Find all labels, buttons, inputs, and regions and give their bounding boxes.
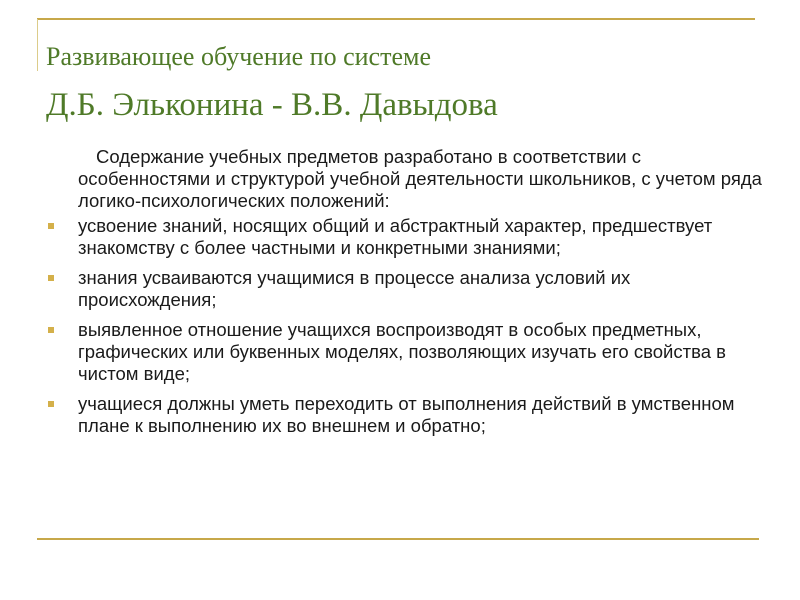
bullet-item — [48, 319, 768, 385]
bullet-item — [48, 393, 768, 437]
bullet-item — [48, 267, 768, 311]
square-bullet-icon — [48, 223, 54, 229]
square-bullet-icon — [48, 401, 54, 407]
slide-title-line-1: Развивающее обучение по системе — [46, 42, 431, 71]
bullet-item — [48, 215, 768, 259]
slide-title — [46, 40, 766, 128]
bullet-list — [48, 215, 768, 437]
intro-paragraph — [48, 146, 768, 212]
slide-body — [48, 146, 768, 445]
slide-title-line-2: Д.Б. Эльконина - В.В. Давыдова — [46, 87, 498, 123]
top-divider — [37, 18, 755, 20]
square-bullet-icon — [48, 275, 54, 281]
bullet-text: знания усваиваются учащимися в процессе анализа условий их происхождения; — [78, 267, 631, 310]
bottom-divider — [37, 538, 759, 540]
bullet-text: выявленное отношение учащихся воспроизводят в особых предметных, графических или буквенных моделях, позволяющих изучать его свойства в чистом виде; — [78, 319, 726, 384]
square-bullet-icon — [48, 327, 54, 333]
bullet-text: учащиеся должны уметь переходить от выполнения действий в умственном плане к выполнению их во внешнем и обратно; — [78, 393, 735, 436]
bullet-text: усвоение знаний, носящих общий и абстрактный характер, предшествует знакомству с более частными и конкретными знаниями; — [78, 215, 713, 258]
intro-text: Содержание учебных предметов разработано в соответствии с особенностями и структурой учебной деятельности школьников, с учетом ряда логико-психологических положений: — [78, 146, 762, 211]
left-divider — [37, 19, 38, 71]
